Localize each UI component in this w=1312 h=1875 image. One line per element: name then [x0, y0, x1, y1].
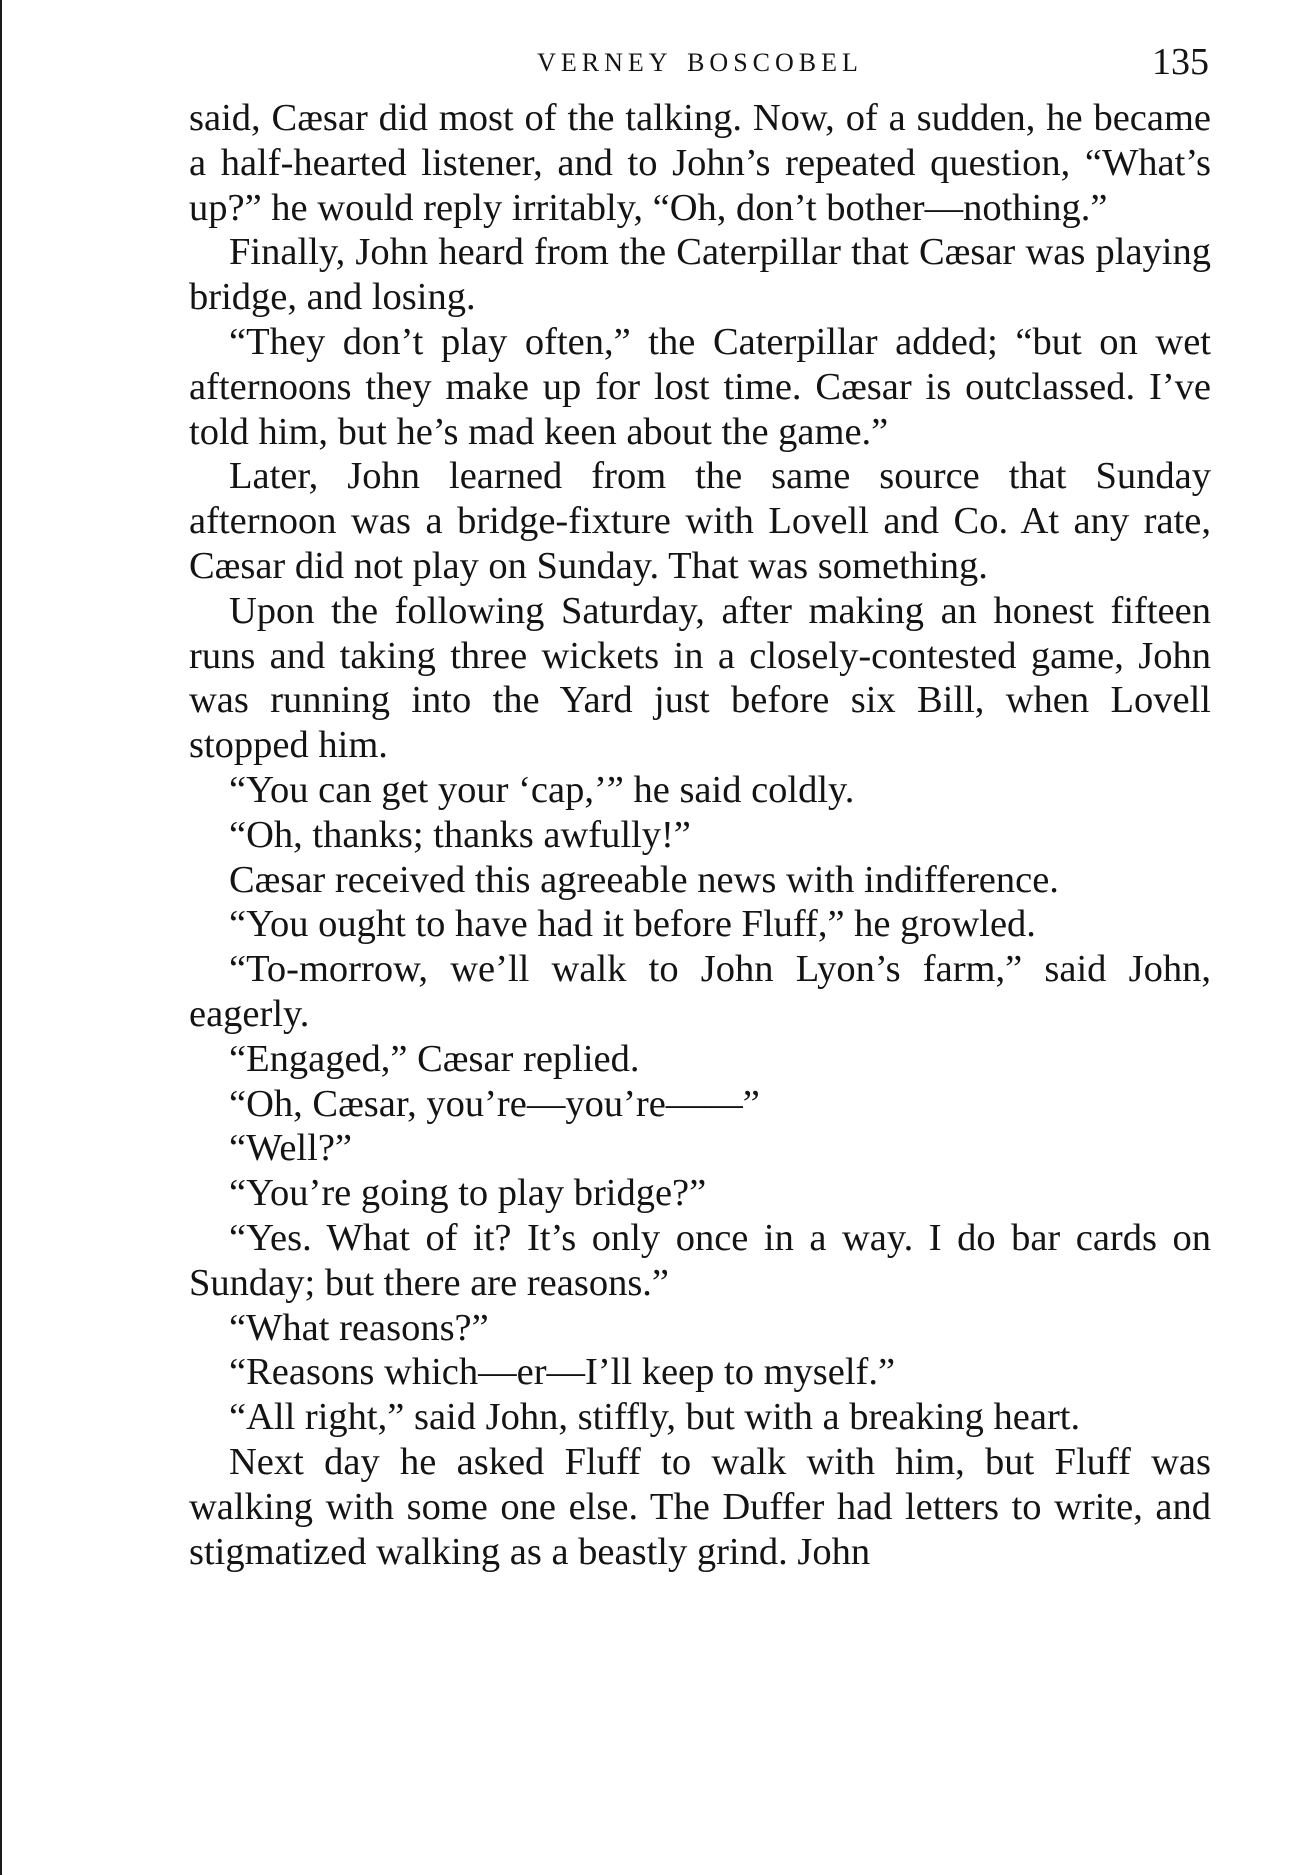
paragraph: said, Cæsar did most of the talking. Now, of a sudden, he became a half-hearted listener, and to John’s repeated question, “What’s up?” he would reply irritably, “Oh, don’t bother—nothing.” — [189, 97, 1211, 229]
body-text — [189, 96, 1211, 1574]
paragraph: “Yes. What of it? It’s only once in a way. I do bar cards on Sunday; but there are reasons.” — [189, 1216, 1211, 1304]
paragraph: “They don’t play often,” the Caterpillar added; “but on wet afternoons they make up for lost time. Cæsar is outclassed. I’ve told him, but he’s mad keen about the game.” — [189, 320, 1211, 453]
paragraph: “You ought to have had it before Fluff,” he growled. — [229, 903, 1036, 946]
paragraph: “You can get your ‘cap,’” he said coldly. — [229, 768, 855, 811]
paragraph: “All right,” said John, stiffly, but with a breaking heart. — [229, 1396, 1081, 1439]
paragraph: “Reasons which—er—I’ll keep to myself.” — [229, 1351, 896, 1394]
paragraph: “You’re going to play bridge?” — [229, 1172, 707, 1215]
paragraph: “Well?” — [229, 1127, 353, 1170]
paragraph: Upon the following Saturday, after making an honest fifteen runs and taking three wickets in a closely-contested game, John was running into the Yard just before six Bill, when Lovell stopped him. — [189, 589, 1211, 767]
paragraph: “Engaged,” Cæsar replied. — [229, 1037, 640, 1080]
paragraph: Next day he asked Fluff to walk with him, but Fluff was walking with some one else. The Duffer had letters to write, and stigmatized walking as a beastly grind. John — [189, 1440, 1211, 1573]
scan-edge — [0, 0, 2, 1875]
paragraph: “Oh, thanks; thanks awfully!” — [229, 813, 691, 856]
paragraph: “To-morrow, we’ll walk to John Lyon’s farm,” said John, eagerly. — [189, 948, 1211, 1035]
page-number: 135 — [1152, 41, 1209, 83]
running-head-title: VERNEY BOSCOBEL — [537, 48, 863, 77]
paragraph: “Oh, Cæsar, you’re—you’re——” — [229, 1082, 760, 1125]
paragraph: Cæsar received this agreeable news with indifference. — [229, 858, 1059, 901]
paragraph: “What reasons?” — [229, 1306, 489, 1349]
paragraph: Later, John learned from the same source that Sunday afternoon was a bridge-fixture with Lovell and Co. At any rate, Cæsar did not play on Sunday. That was something. — [189, 455, 1211, 587]
running-head — [189, 40, 1211, 96]
book-page — [189, 40, 1211, 1574]
paragraph: Finally, John heard from the Caterpillar that Cæsar was playing bridge, and losing. — [189, 231, 1211, 319]
